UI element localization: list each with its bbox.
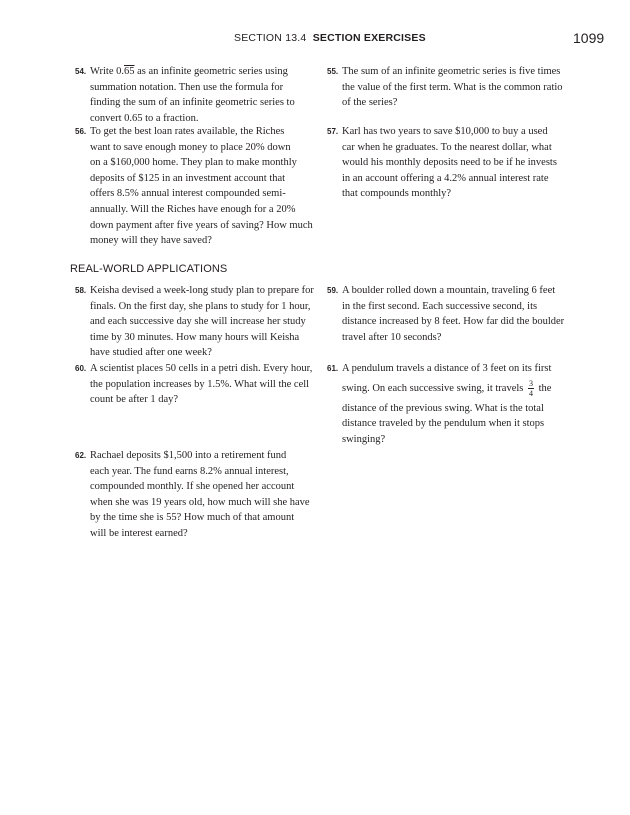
exercise-number: 54. [75, 67, 87, 76]
exercise-59 [327, 283, 565, 345]
page-header [0, 30, 630, 50]
exercise-line: finding the sum of an infinite geometric series to [90, 97, 295, 109]
exercise-57 [327, 124, 557, 202]
exercise-line: distance traveled by the pendulum when it stops [342, 418, 545, 430]
exercise-line: on a $160,000 home. They plan to make monthly [90, 157, 297, 169]
exercise-55 [327, 64, 563, 111]
exercise-line: car when he graduates. To the nearest dollar, what [342, 141, 552, 153]
exercise-line: distance increased by 8 feet. How far did the boulder [342, 316, 565, 328]
exercise-number: 60. [75, 364, 87, 373]
exercise-line: swinging? [342, 433, 386, 445]
exercise-line: Karl has two years to save $10,000 to buy a used [342, 126, 548, 137]
exercise-line: A pendulum travels a distance of 3 feet on its first [342, 363, 552, 374]
exercise-line: swing. On each successive swing, it travels $\frac{3}{4}$ the [342, 378, 552, 398]
section-header [234, 32, 426, 44]
exercise-line: time by 30 minutes. How many hours will Keisha [90, 331, 300, 343]
exercise-line: annually. Will the Riches have enough for a 20% [90, 203, 296, 215]
exercise-line: the population increases by 1.5%. What will the cell [90, 378, 310, 390]
exercise-number: 61. [327, 364, 339, 373]
exercise-56 [75, 124, 313, 249]
exercise-line: Rachael deposits $1,500 into a retirement fund [90, 450, 287, 461]
exercise-61 [327, 361, 552, 447]
section-heading: REAL-WORLD APPLICATIONS [70, 263, 228, 275]
section-number: SECTION 13.4 [234, 32, 307, 44]
exercise-line: have studied after one week? [90, 347, 212, 359]
exercise-number: 62. [75, 451, 87, 460]
exercise-62 [75, 448, 310, 542]
exercise-line: compounded monthly. If she opened her account [90, 481, 295, 493]
exercise-line: and each successive day she will increase her study [90, 316, 306, 328]
exercise-line: convert 0.65 to a fraction. [90, 112, 199, 124]
exercise-line: by the time she is 55? How much of that amount [90, 512, 295, 524]
exercise-line: Keisha devised a week-long study plan to prepare for [90, 285, 314, 296]
exercise-line: travel after 10 seconds? [342, 331, 442, 343]
exercise-line: finals. On the first day, she plans to study for 1 hour, [90, 300, 311, 312]
repeating-decimal: 65 [123, 66, 135, 77]
exercise-line: To get the best loan rates available, the Riches [90, 126, 285, 137]
exercise-line: in an account offering a 4.2% annual interest rate [342, 172, 549, 184]
exercise-line: that compounds monthly? [342, 188, 452, 200]
exercise-line: want to save enough money to place 20% down [90, 141, 291, 153]
exercise-line: each year. The fund earns 8.2% annual interest, [90, 465, 289, 477]
exercise-line: Write 0.65 as an infinite geometric series using [90, 66, 288, 77]
exercise-line: distance of the previous swing. What is the total [342, 402, 544, 414]
exercise-number: 57. [327, 127, 339, 136]
exercise-number: 55. [327, 67, 339, 76]
exercise-line: will be interest earned? [90, 527, 188, 539]
exercise-line: in the first second. Each successive second, its [342, 300, 538, 312]
exercise-line: money will they have saved? [90, 235, 212, 247]
exercise-line: when she was 19 years old, how much will she have [90, 496, 310, 508]
exercise-number: 59. [327, 286, 339, 295]
exercise-line: summation notation. Then use the formula for [90, 81, 284, 93]
exercise-number: 58. [75, 286, 87, 295]
fraction [528, 379, 534, 398]
exercise-line: count be after 1 day? [90, 394, 179, 406]
fraction-numerator: 3 [529, 378, 534, 388]
exercise-58 [75, 283, 314, 361]
exercise-line: The sum of an infinite geometric series is five times [342, 66, 561, 77]
exercise-line: deposits of $125 in an investment account that [90, 172, 286, 184]
exercise-line: down payment after five years of saving? How much [90, 219, 313, 231]
exercise-line: offers 8.5% annual interest compounded semi- [90, 188, 286, 200]
exercise-line: A boulder rolled down a mountain, traveling 6 feet [342, 285, 556, 296]
exercise-60 [75, 361, 313, 408]
exercise-line: of the series? [342, 97, 398, 109]
exercise-line: A scientist places 50 cells in a petri dish. Every hour, [90, 363, 313, 374]
page-number: 1099 [573, 30, 605, 46]
exercise-line: would his monthly deposits need to be if he invests [342, 157, 557, 169]
fraction-denominator: 4 [529, 388, 534, 398]
exercise-number: 56. [75, 127, 87, 136]
section-title: SECTION EXERCISES [312, 32, 426, 44]
exercise-54 [75, 64, 295, 126]
exercise-line: the value of the first term. What is the common ratio [342, 81, 563, 93]
